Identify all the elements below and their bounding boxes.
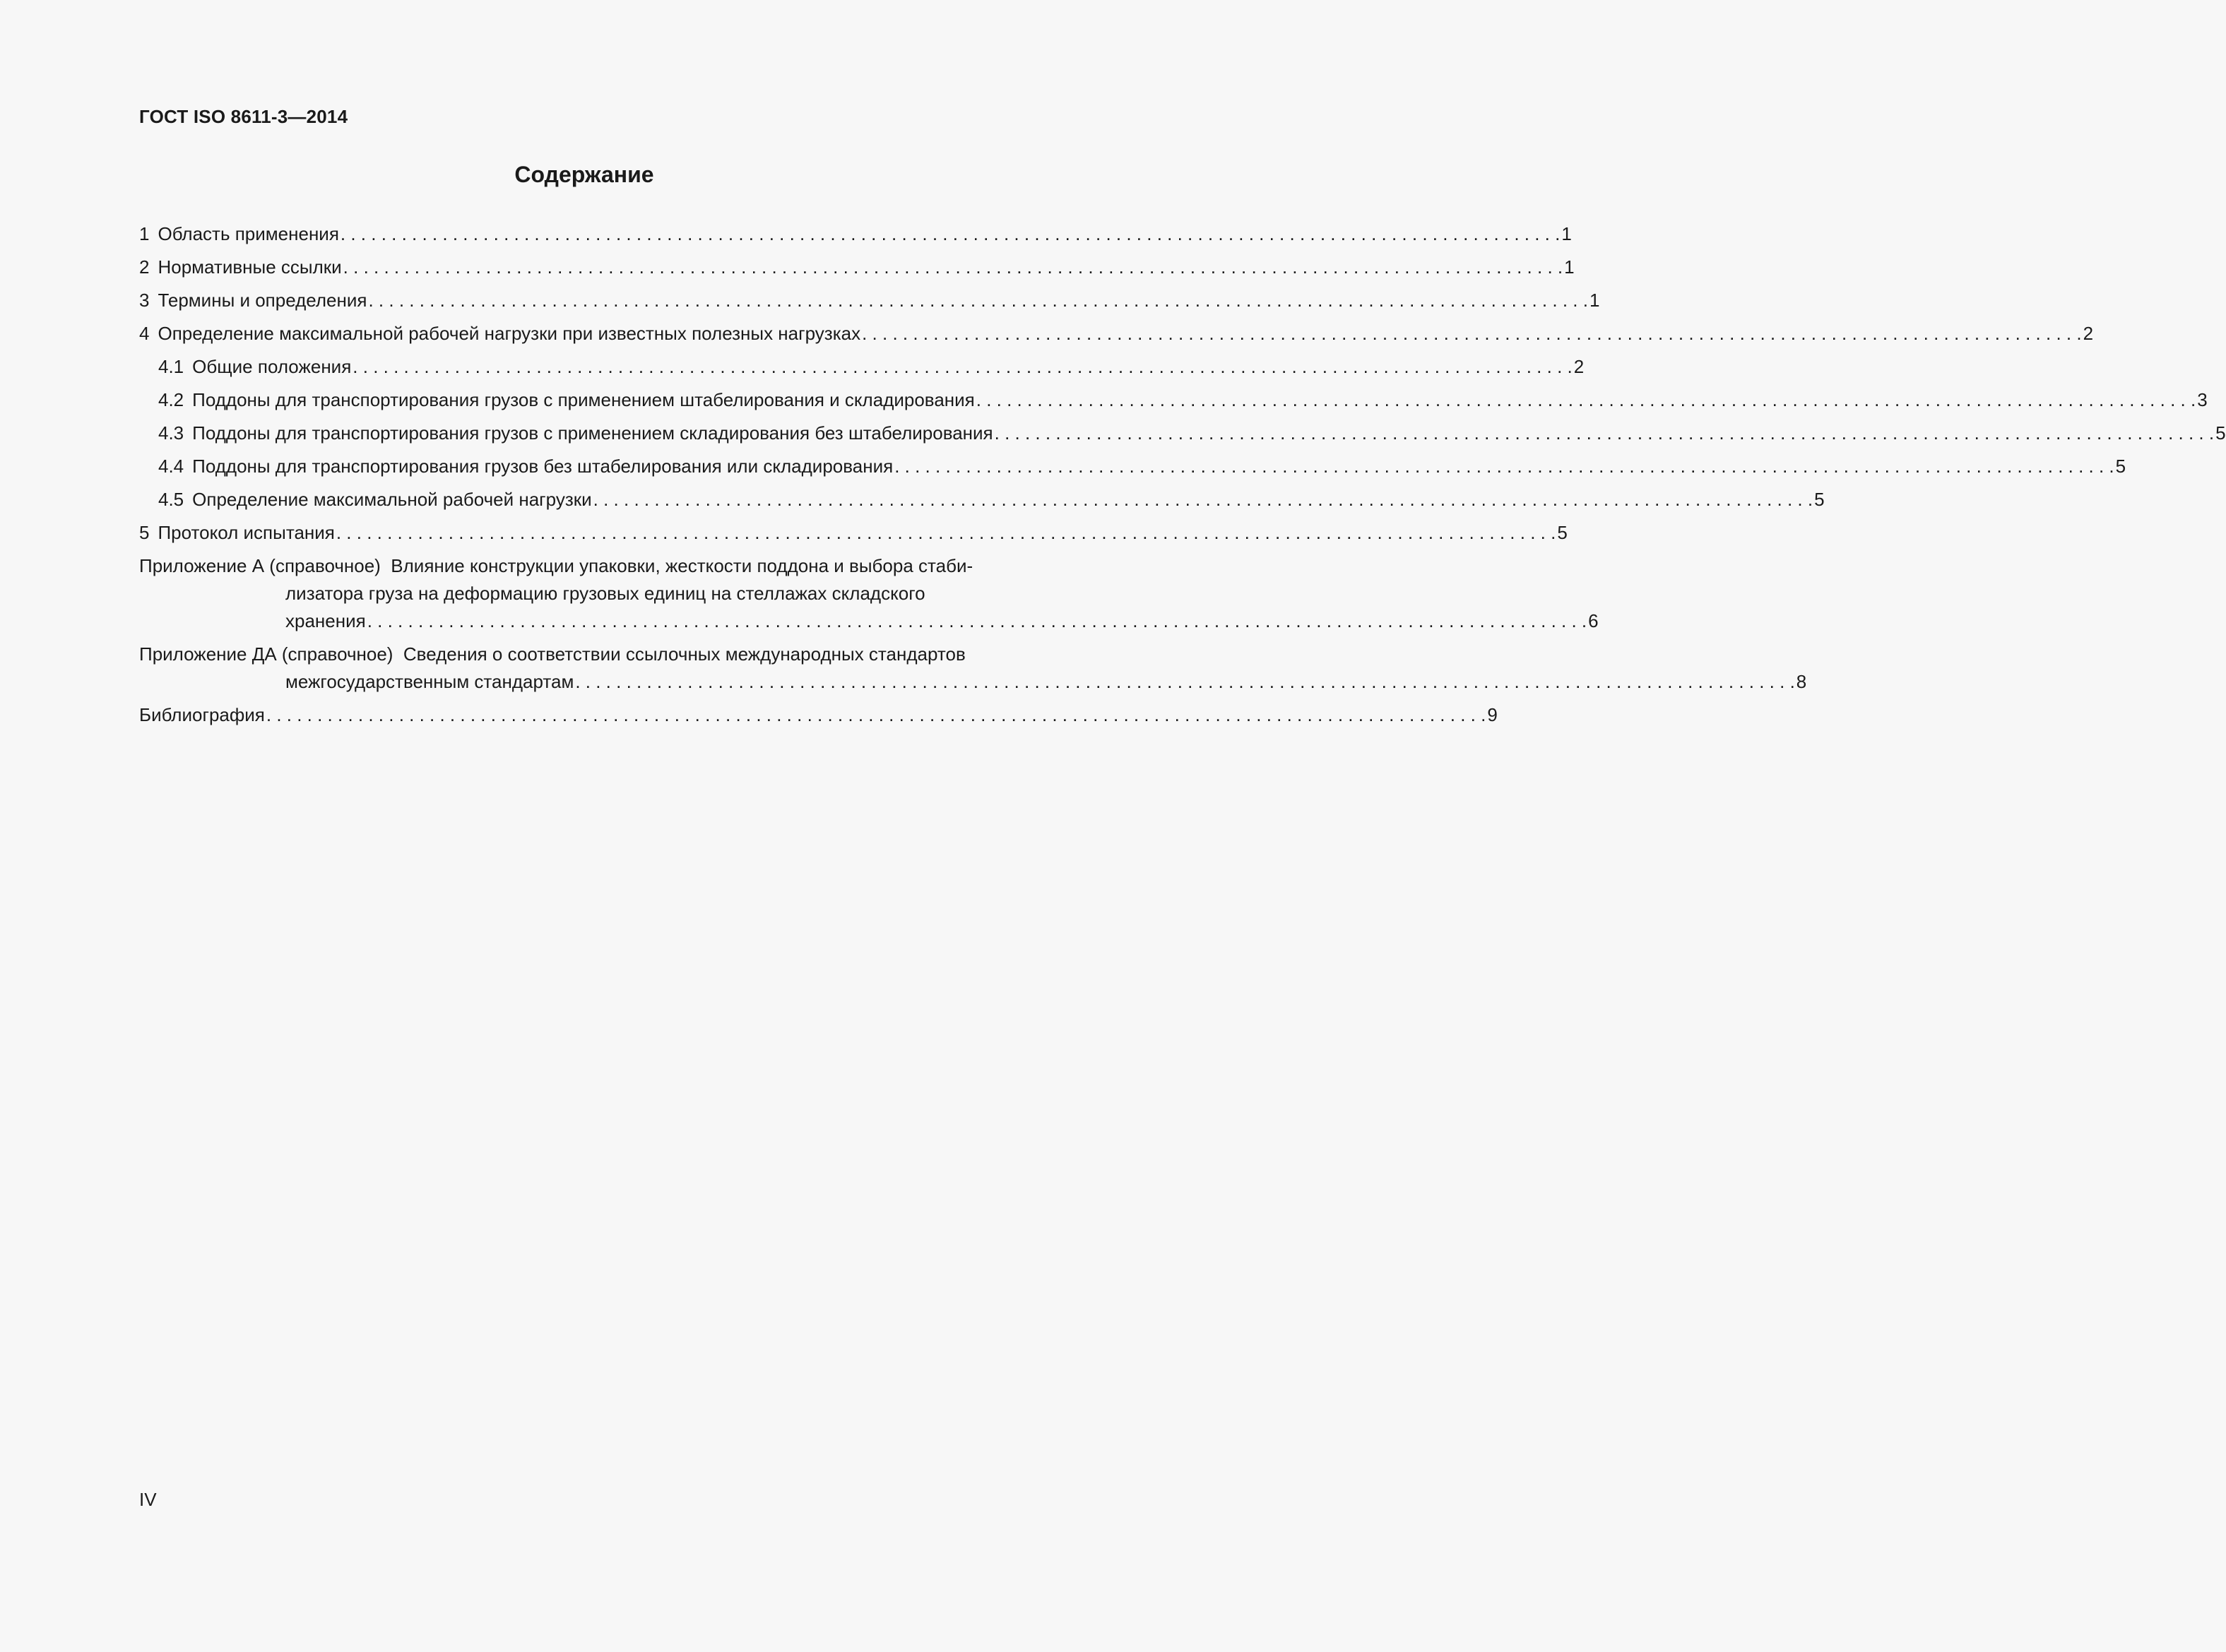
toc-entry-page: 5	[1557, 522, 1568, 543]
toc-leader-dots	[343, 254, 1563, 281]
toc-entry-page: 5	[1814, 489, 1825, 510]
toc-entry-page: 2	[1573, 356, 1585, 377]
toc-leader-dots	[266, 701, 1486, 729]
toc-leader-dots	[976, 386, 2196, 414]
toc-entry-label: Поддоны для транспортирования грузов с применением штабелирования и складирования	[192, 389, 975, 410]
appendix-title-line: хранения	[285, 610, 366, 631]
toc-entry-page: 1	[1561, 223, 1572, 244]
document-code: ГОСТ ISO 8611-3—2014	[139, 106, 348, 127]
toc-entry-page: 5	[2215, 422, 2226, 444]
toc-leader-dots	[367, 607, 1587, 635]
toc-entry-label: Нормативные ссылки	[158, 256, 342, 278]
toc-title: Содержание	[514, 162, 654, 187]
toc-entry-page: 3	[2197, 389, 2208, 410]
toc-entry-number: 4.2	[158, 389, 184, 410]
toc-leader-dots	[593, 486, 1813, 513]
toc-entry-3[interactable]	[139, 287, 1600, 314]
toc-leader-dots	[341, 220, 1560, 248]
appendix-title-line: лизатора груза на деформацию грузовых единиц на стеллажах складского	[285, 583, 925, 604]
appendix-title-line: Влияние конструкции упаковки, жесткости поддона и выбора стаби-	[391, 555, 973, 576]
toc-entry-number: 4.3	[158, 422, 184, 444]
toc-leader-dots	[368, 287, 1587, 314]
page-number: IV	[139, 1489, 157, 1510]
appendix-prefix: Приложение А (справочное)	[139, 555, 381, 576]
appendix-prefix: Приложение ДА (справочное)	[139, 643, 393, 665]
toc-entry-2[interactable]	[139, 254, 1575, 281]
toc-entry-4-1[interactable]	[139, 353, 1585, 381]
toc-entry-1[interactable]	[139, 220, 1572, 248]
toc-entry-label: Определение максимальной рабочей нагрузки при известных полезных нагрузках	[158, 323, 861, 344]
toc-entry-appendix-da[interactable]	[139, 641, 1807, 696]
toc-entry-number: 4.1	[158, 356, 184, 377]
toc-leader-dots	[995, 420, 2214, 447]
toc-entry-page: 1	[1564, 256, 1575, 278]
toc-entry-number: 4.4	[158, 456, 184, 477]
toc-entry-appendix-a[interactable]	[139, 552, 1599, 635]
appendix-title-line: межгосударственным стандартам	[285, 671, 574, 692]
toc-entry-page: 6	[1588, 610, 1599, 631]
toc-entry-label: Общие положения	[192, 356, 352, 377]
toc-leader-dots	[353, 353, 1572, 381]
toc-entry-page: 2	[2083, 323, 2094, 344]
toc-entry-label: Термины и определения	[158, 290, 367, 311]
toc-entry-page: 5	[2115, 456, 2126, 477]
toc-entry-page: 1	[1589, 290, 1600, 311]
toc-leader-dots	[894, 453, 2114, 480]
toc-entry-label: Библиография	[139, 704, 265, 725]
toc-leader-dots	[862, 320, 2081, 347]
toc-entry-number: 3	[139, 290, 150, 311]
toc-entry-bibliography[interactable]	[139, 701, 1498, 729]
toc-entry-number: 5	[139, 522, 150, 543]
toc-entry-4-2[interactable]	[139, 386, 2208, 414]
toc-entry-page: 9	[1487, 704, 1498, 725]
toc-entry-4-4[interactable]	[139, 453, 2126, 480]
table-of-contents	[139, 220, 2226, 729]
toc-entry-label: Область применения	[158, 223, 339, 244]
toc-entry-label: Поддоны для транспортирования грузов без штабелирования или складирования	[192, 456, 894, 477]
toc-entry-number: 4.5	[158, 489, 184, 510]
appendix-title-line: Сведения о соответствии ссылочных международных стандартов	[403, 643, 966, 665]
toc-entry-label: Протокол испытания	[158, 522, 335, 543]
toc-entry-page: 8	[1796, 671, 1807, 692]
toc-entry-number: 1	[139, 223, 150, 244]
toc-entry-label: Поддоны для транспортирования грузов с применением складирования без штабелирования	[192, 422, 993, 444]
toc-entry-number: 2	[139, 256, 150, 278]
toc-entry-4-5[interactable]	[139, 486, 1825, 513]
toc-entry-4[interactable]	[139, 320, 2094, 347]
toc-leader-dots	[336, 519, 1556, 547]
toc-entry-5[interactable]	[139, 519, 1568, 547]
toc-leader-dots	[575, 668, 1794, 696]
toc-entry-number: 4	[139, 323, 150, 344]
toc-entry-4-3[interactable]	[139, 420, 2226, 447]
toc-entry-label: Определение максимальной рабочей нагрузки	[192, 489, 592, 510]
